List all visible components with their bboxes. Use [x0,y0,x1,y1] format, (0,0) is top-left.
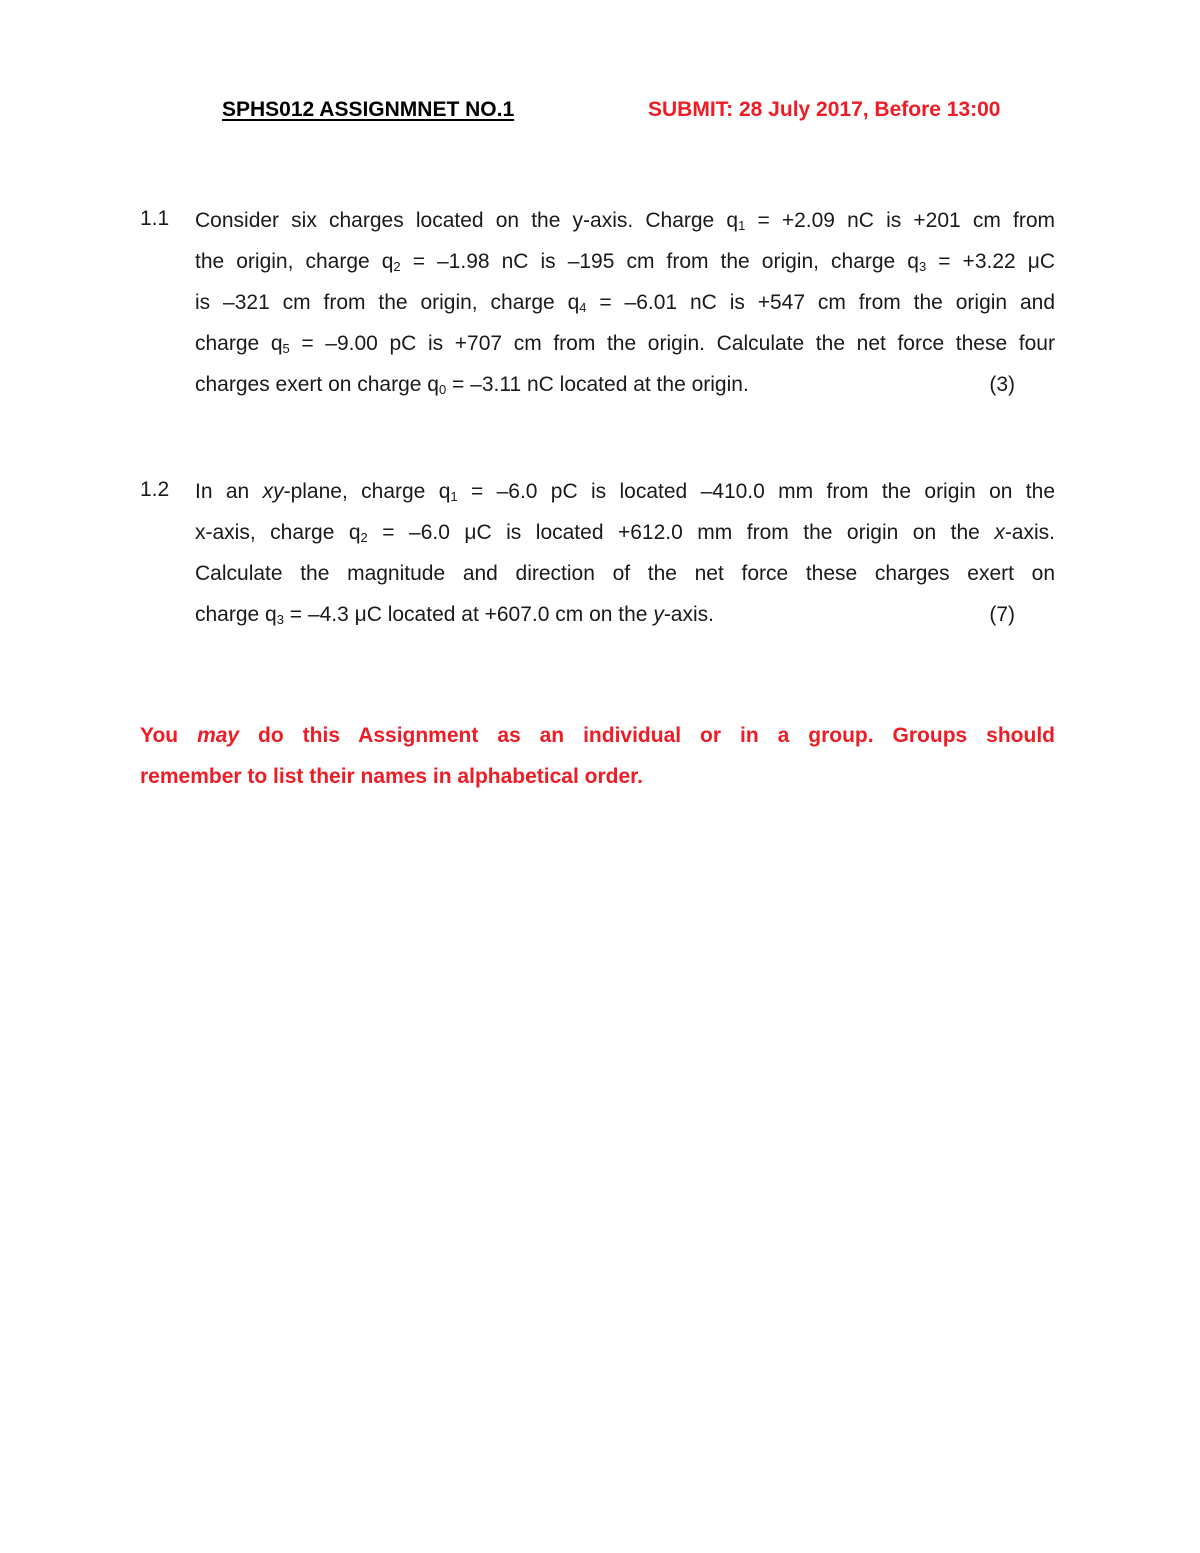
marks-label: (3) [989,373,1015,396]
question-line: charges exert on charge $q_0 = -3.11$ nC located at the origin. (3) [195,364,1055,405]
question-line: is –321 cm from the origin, charge $q_4 = -6.01$ nC is +547 cm from the origin and [195,291,1056,315]
question-line: the origin, charge $q_2 = -1.98$ nC is –195 cm from the origin, charge $q_3 = +3.22$ μC [195,250,1055,274]
marks-label: (7) [989,603,1015,626]
question-number: 1.1 [140,207,170,230]
question-line: charge $q_5 = -9.00$ pC is +707 cm from the origin. Calculate the net force these four [195,332,1055,356]
group-note [140,715,1055,797]
question-line: Calculate the magnitude and direction of the net force these charges exert on [195,562,1055,585]
note-line: You may do this Assignment as an individual or in a group. Groups should [140,724,1055,747]
question-1-2-text [195,471,1055,635]
submit-deadline: SUBMIT: 28 July 2017, Before 13:00 [648,98,1001,121]
question-line: Consider six charges located on the y-axis. Charge $q_1 = +2.09$ nC is +201 cm from [195,209,1056,233]
note-line: remember to list their names in alphabetical order. [140,765,643,788]
question-1-1-text [195,200,1055,405]
question-line: x-axis, charge $q_2 = -6.0$ μC is located +612.0 mm from the origin on the x-axis. [195,521,1055,545]
question-line: charge $q_3 = -4.3$ μC located at +607.0 cm on the y-axis. (7) [195,594,1055,635]
assignment-title: SPHS012 ASSIGNMNET NO.1 [222,98,515,121]
question-number: 1.2 [140,478,170,501]
question-line: In an xy-plane, charge $q_1 = -6.0$ pC is located –410.0 mm from the origin on the [195,480,1055,504]
